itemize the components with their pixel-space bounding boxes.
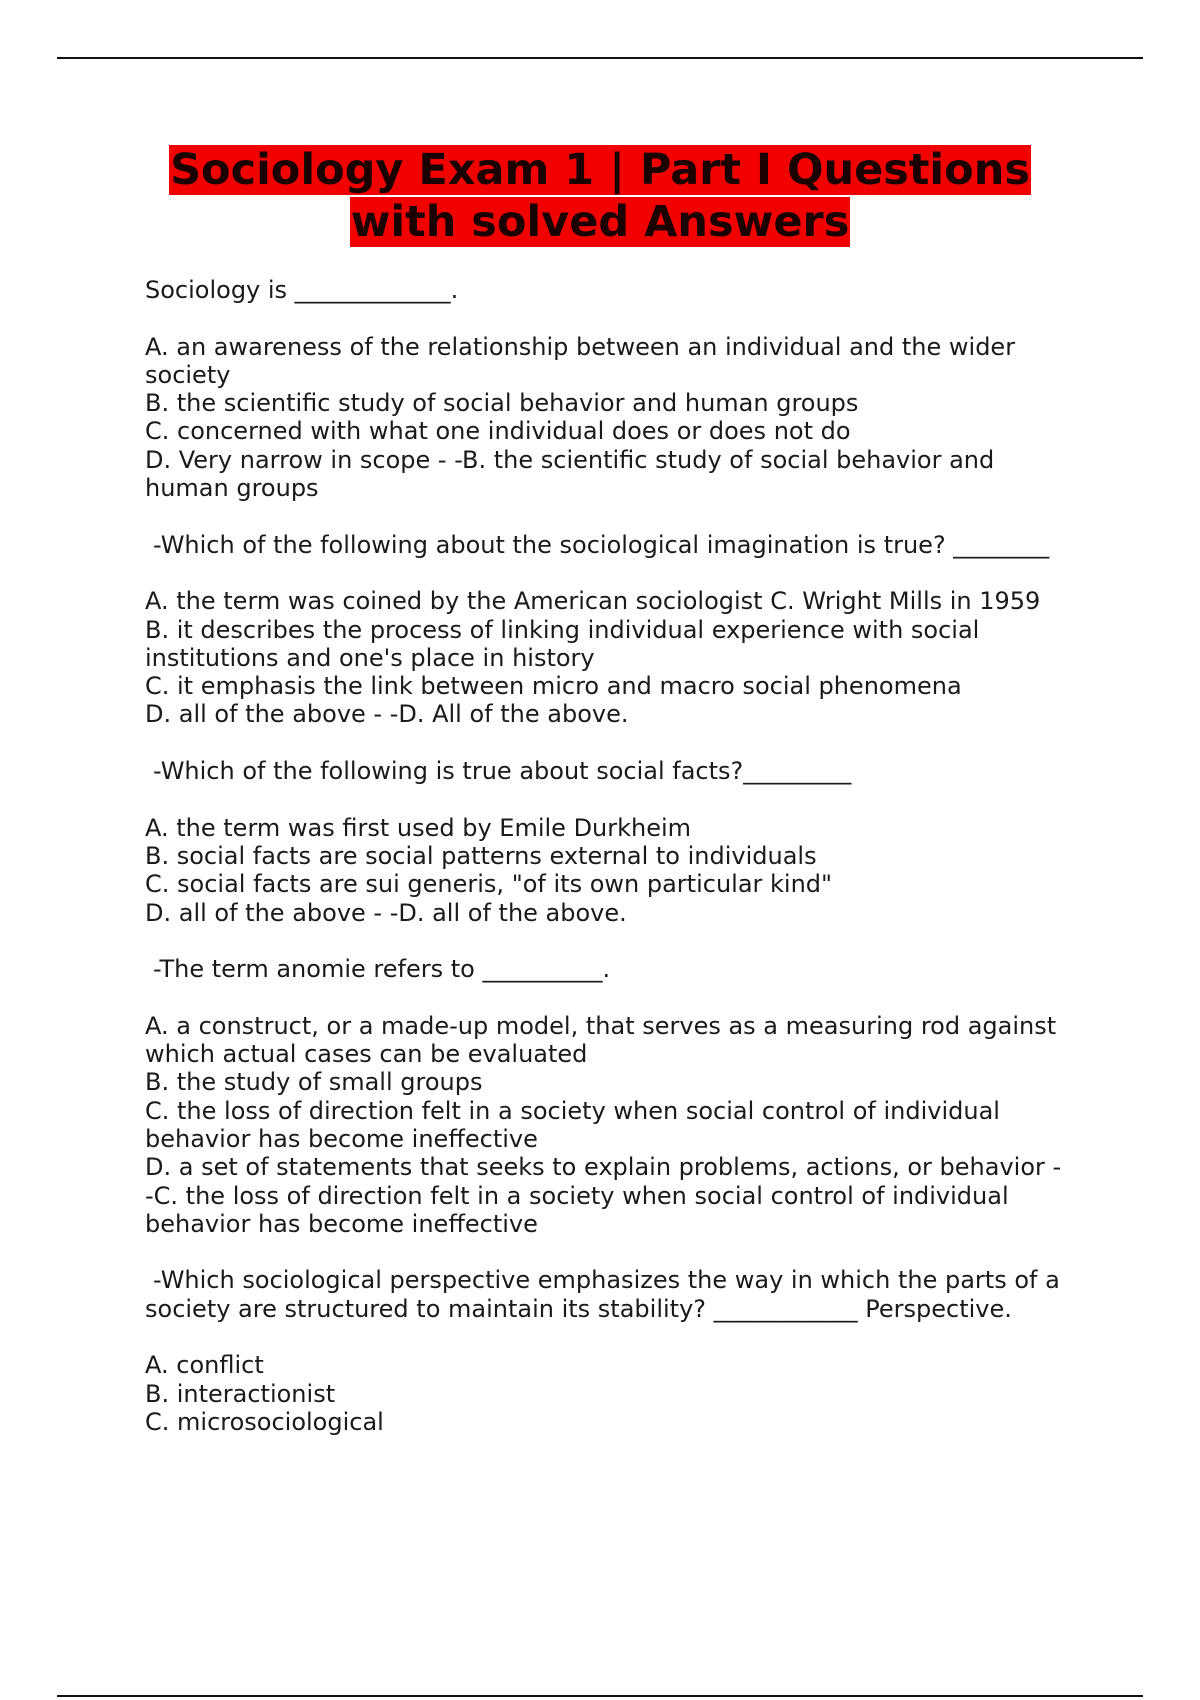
questions-list (145, 276, 1075, 1464)
bottom-rule (57, 1695, 1143, 1697)
question-prompt-text: -Which sociological perspective emphasizes the way in which the parts of a society are structured to maintain its stability? ____________ Perspective. (145, 1266, 1060, 1323)
option-d: D. all of the above - -D. All of the above. (145, 700, 629, 729)
question-prompt (145, 1266, 1075, 1323)
title-line-2: with solved Answers (350, 197, 850, 247)
top-rule (57, 57, 1143, 59)
question-block-2 (145, 531, 1075, 729)
option-a: A. the term was coined by the American sociologist C. Wright Mills in 1959 (145, 587, 1041, 616)
option-list (145, 814, 1075, 927)
option-d: D. a set of statements that seeks to explain problems, actions, or behavior - -C. the loss of direction felt in a society when social control of individual behavior has become ineffective (145, 1153, 1062, 1238)
option-a: A. an awareness of the relationship between an individual and the wider society (145, 332, 1016, 389)
title-line-1: Sociology Exam 1 | Part I Questions (170, 145, 1030, 195)
option-a: A. the term was first used by Emile Durkheim (145, 813, 692, 842)
option-list (145, 333, 1075, 503)
question-block-3 (145, 757, 1075, 927)
question-prompt: -Which of the following is true about social facts?_________ (153, 757, 852, 786)
option-d: D. Very narrow in scope - -B. the scientific study of social behavior and human groups (145, 445, 995, 503)
option-c: C. microsociological (145, 1407, 384, 1436)
option-list (145, 1351, 1075, 1436)
option-c: C. it emphasis the link between micro and macro social phenomena (145, 672, 962, 701)
option-a: A. a construct, or a made-up model, that serves as a measuring rod against which actual cases can be evaluated (145, 1011, 1057, 1069)
option-list (145, 1012, 1075, 1238)
option-b: B. the scientific study of social behavior and human groups (145, 389, 859, 418)
question-prompt: -The term anomie refers to __________. (153, 955, 611, 984)
option-d: D. all of the above - -D. all of the above. (145, 898, 627, 927)
option-a: A. conflict (145, 1351, 264, 1380)
question-block-4 (145, 955, 1075, 1238)
document-title (60, 144, 1140, 248)
question-block-5 (145, 1266, 1075, 1436)
option-c: C. social facts are sui generis, "of its own particular kind" (145, 870, 833, 899)
question-prompt: -Which of the following about the sociological imagination is true? ________ (153, 530, 1050, 559)
option-b: B. it describes the process of linking individual experience with social institutions and one's place in history (145, 615, 980, 672)
option-c: C. concerned with what one individual does or does not do (145, 417, 851, 446)
question-block-1 (145, 276, 1075, 502)
option-b: B. social facts are social patterns external to individuals (145, 841, 817, 870)
option-c: C. the loss of direction felt in a society when social control of individual behavior has become ineffective (145, 1096, 1000, 1153)
option-b: B. the study of small groups (145, 1068, 483, 1097)
option-list (145, 587, 1075, 728)
question-prompt: Sociology is _____________. (145, 276, 459, 304)
option-b: B. interactionist (145, 1379, 336, 1408)
